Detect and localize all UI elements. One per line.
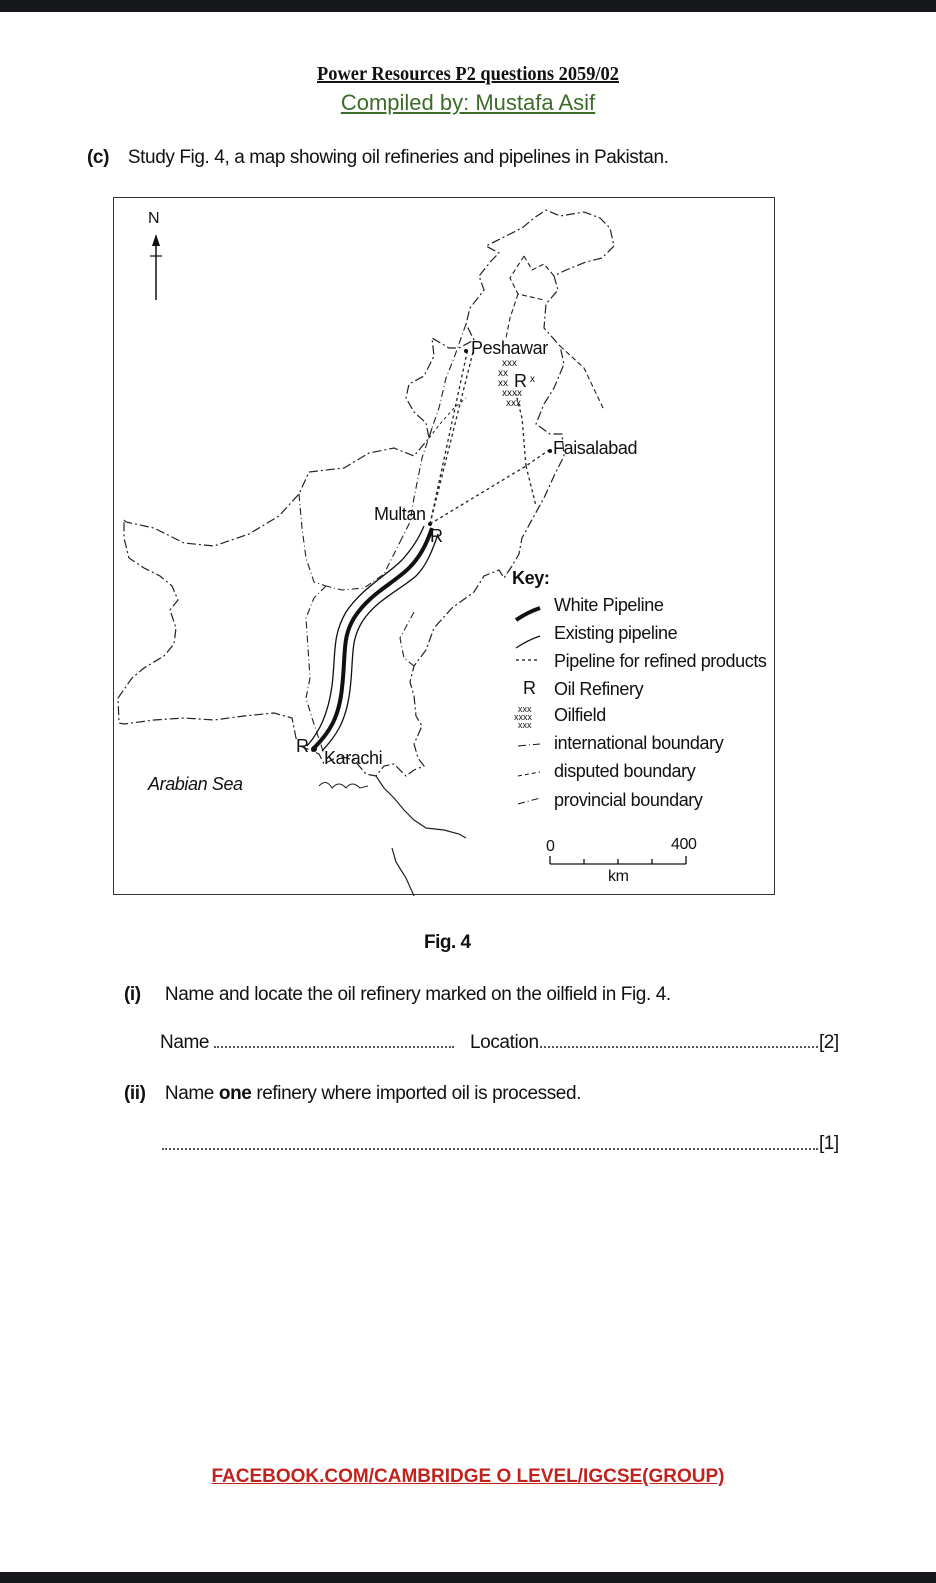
svg-text:xx: xx bbox=[498, 368, 508, 379]
disputed-boundary-east bbox=[560, 346, 604, 410]
svg-text:x: x bbox=[530, 374, 535, 385]
question-c-number: (c) bbox=[87, 147, 110, 168]
svg-text:xxx: xxx bbox=[518, 704, 532, 714]
scale-unit: km bbox=[608, 868, 629, 885]
question-i-number: (i) bbox=[124, 984, 141, 1005]
figure-4-map bbox=[113, 197, 775, 895]
karachi-refinery-icon: R bbox=[296, 736, 309, 756]
scale-end: 400 bbox=[671, 836, 697, 853]
location-answer-line[interactable] bbox=[540, 1046, 818, 1048]
location-label: Location bbox=[470, 1032, 539, 1053]
key-provincial-boundary: provincial boundary bbox=[554, 790, 703, 810]
question-i bbox=[124, 984, 671, 1006]
karachi-dot bbox=[311, 746, 317, 752]
city-multan: Multan bbox=[374, 504, 426, 524]
figure-caption: Fig. 4 bbox=[424, 932, 471, 953]
city-faisalabad: Faisalabad bbox=[553, 438, 638, 458]
key-oil-refinery: Oil Refinery bbox=[554, 679, 644, 699]
question-ii-text-after: refinery where imported oil is processed. bbox=[251, 1083, 582, 1104]
question-ii-text-before: Name bbox=[164, 1083, 219, 1104]
compiled-by: Compiled by: Mustafa Asif bbox=[340, 90, 596, 115]
footer-link[interactable]: FACEBOOK.COM/CAMBRIDGE O LEVEL/IGCSE(GROUP) bbox=[211, 1466, 725, 1487]
coastline-gujarat bbox=[392, 848, 414, 896]
peshawar-refinery-icon: R bbox=[514, 371, 527, 391]
key-refinery-symbol: R bbox=[523, 678, 536, 698]
white-pipeline bbox=[314, 528, 432, 748]
city-peshawar: Peshawar bbox=[471, 338, 548, 358]
multan-refinery-icon: R bbox=[430, 526, 443, 546]
existing-pipeline bbox=[307, 526, 424, 746]
key-white-pipeline: White Pipeline bbox=[554, 595, 664, 615]
scale-bar bbox=[550, 856, 686, 864]
question-ii-number: (ii) bbox=[124, 1083, 146, 1104]
page-title: Power Resources P2 questions 2059/02 bbox=[317, 63, 619, 85]
question-ii-marks: [1] bbox=[819, 1133, 839, 1154]
svg-text:xxxx: xxxx bbox=[502, 388, 522, 399]
north-arrow-icon bbox=[150, 234, 162, 300]
question-c-text: Study Fig. 4, a map showing oil refineries and pipelines in Pakistan. bbox=[127, 147, 669, 168]
svg-text:xxxx: xxxx bbox=[514, 712, 532, 722]
scale-start: 0 bbox=[546, 838, 555, 855]
peshawar-dot bbox=[464, 349, 468, 353]
question-i-text: Name and locate the oil refinery marked on the oilfield in Fig. 4. bbox=[164, 984, 671, 1005]
key-title: Key: bbox=[512, 568, 550, 588]
existing-pipeline-2 bbox=[322, 534, 438, 751]
svg-text:xxx: xxx bbox=[518, 720, 532, 730]
city-karachi: Karachi bbox=[324, 748, 383, 768]
key-oilfield: Oilfield bbox=[554, 705, 606, 725]
question-i-marks: [2] bbox=[819, 1032, 839, 1053]
question-c bbox=[87, 147, 669, 169]
disputed-boundary-north bbox=[429, 398, 466, 438]
bottom-bar bbox=[0, 1572, 936, 1583]
key-oilfield-icon bbox=[514, 704, 533, 730]
top-bar bbox=[0, 0, 936, 12]
name-label: Name bbox=[160, 1032, 210, 1053]
svg-text:xx: xx bbox=[498, 378, 508, 389]
sea-label: Arabian Sea bbox=[148, 774, 243, 794]
delta bbox=[319, 782, 368, 788]
key-international-boundary: international boundary bbox=[554, 733, 724, 753]
key-existing-pipeline: Existing pipeline bbox=[554, 623, 678, 643]
faisalabad-dot bbox=[548, 449, 552, 453]
key-refined-products: Pipeline for refined products bbox=[554, 651, 767, 671]
disputed-boundary bbox=[506, 256, 554, 338]
svg-text:xxx: xxx bbox=[506, 398, 521, 409]
refinery-answer-line[interactable] bbox=[162, 1148, 818, 1150]
country-outline bbox=[118, 210, 614, 776]
north-label: N bbox=[148, 210, 160, 227]
svg-text:xxx: xxx bbox=[502, 358, 517, 369]
key-disputed-boundary: disputed boundary bbox=[554, 761, 696, 781]
question-ii bbox=[124, 1083, 581, 1105]
name-answer-line[interactable] bbox=[214, 1046, 454, 1048]
coastline-india bbox=[376, 776, 466, 838]
question-ii-text-bold: one bbox=[218, 1083, 252, 1104]
